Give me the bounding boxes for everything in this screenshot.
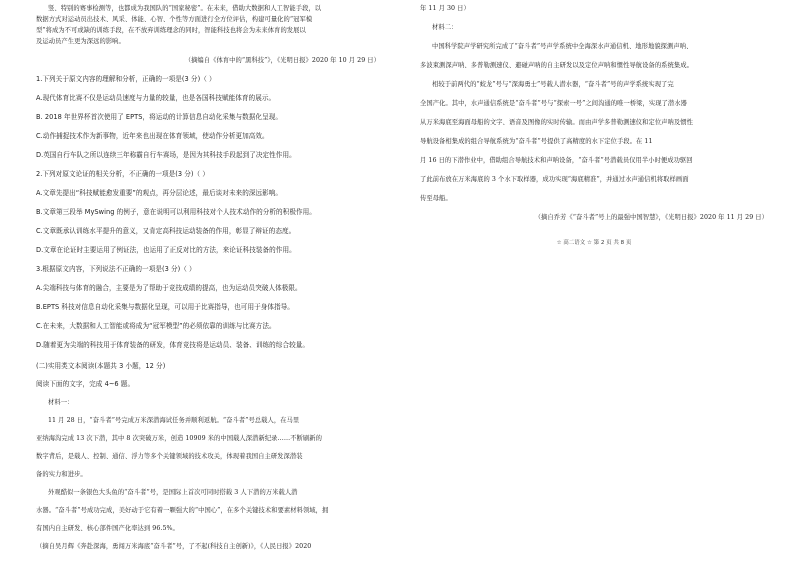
q1-option-d: D.英国自行车队之所以连续三年称霸自行车赛场，是因为其科技手段起到了决定性作用。 xyxy=(36,151,296,159)
q2-option-b: B.文章第三段举 MySwing 的例子，意在说明可以利用科技对个人技术动作的分析的积极作用。 xyxy=(36,208,316,216)
intro-line: 数据方式对运动员出技术、风采、体能、心智、个性等方面进行全方位评估，构建可量化的“冠军模 xyxy=(36,16,313,23)
q3-option-c: C.在未来，大数据和人工智能或将成为“冠军模型”的必须依靠的训练与比赛方法。 xyxy=(36,322,276,330)
question-1: 1.下列关于原文内容的理解和分析，正确的一项是(3 分)（ ） xyxy=(36,75,216,83)
material-2-line: 了此前布放在万米海底的 3 个水下取样器，成功实现“海底精准”，并通过水声通信机将取样画面 xyxy=(420,176,689,183)
material-1-line: 亚纳海沟完成 13 次下潜，其中 8 次突破万米，创造 10909 米的中国载人深潜新纪录……不断刷新的 xyxy=(36,435,322,442)
material-1-line: 备的实力和进步。 xyxy=(36,471,87,478)
material-2-line: 多波束测深声呐、多普勒测速仪、避碰声呐的自主研发以及定位声呐和惯性导航设备的系统集成。 xyxy=(420,62,693,69)
source-citation: （摘自吴月辉《奔赴深海，勇闯万米海底“奋斗者”号，了不起(科技自主创新)》，《人民日报》2020 xyxy=(36,543,312,550)
material-2-line: 全国产化。其中，水声通信系统是“奋斗者”号与“探索一号”之间沟通的唯一桥梁，实现了潜水器 xyxy=(420,100,687,107)
material-2-line: 月 16 日的下潜作业中，借助组合导航技术和声呐设备，“奋斗者”号潜载员仅用半小时便成功驱回 xyxy=(420,157,693,164)
material-1-line: 11 月 28 日，“奋斗者”号完成万米深潜海试任务并顺利返航。“奋斗者”号总载人，在马里 xyxy=(48,417,300,424)
q3-option-b: B.EPTS 科技对信息自动化采集与数据化呈现，可以用于比赛指导，也可用于身体指导。 xyxy=(36,303,294,311)
source-citation: （摘编自《体育中的“黑科技”》，《光明日报》2020 年 10 月 29 日） xyxy=(184,57,380,64)
instruction: 阅读下面的文字，完成 4~6 题。 xyxy=(36,380,135,388)
material-2-line: 中国科学院声学研究所完成了“奋斗者”号声学系统中全海深水声通信机、地形地貌探测声呐、 xyxy=(432,43,693,50)
material-2-line: 从万米海底至海面母船的文字、语音及图像的实时传输。而由声学多普勒测速仪和定位声呐及惯性 xyxy=(420,119,693,126)
material-2-line: 相较于前两代的“蛟龙”号与“深海勇士”号载人潜水器，“奋斗者”号的声学系统实现了完 xyxy=(432,81,674,88)
question-2: 2.下列对原文论证的相关分析，不正确的一项是(3 分)（ ） xyxy=(36,170,209,178)
source-citation: （摘自乔芳《“奋斗者”号上的最强中国智慧》，《光明日报》2020 年 11 月 29 日） xyxy=(534,214,768,221)
material-1-line: 数字背后，是载人、控制、通信、浮力等多个关键领域的技术攻关，体现着我国自主研发深潜装 xyxy=(36,453,303,460)
question-3: 3.根据原文内容，下列说法不正确的一项是(3 分)（ ） xyxy=(36,265,196,273)
material-2-label: 材料二： xyxy=(432,24,458,31)
q3-option-a: A.尖端科技与体育的融合，主要是为了帮助于竞技成绩的提高，也为运动员突破人体极限。 xyxy=(36,284,302,292)
q2-option-c: C.文章既承认训练水平提升的意义，又肯定高科技运动装备的作用，彰显了辩证的态度。 xyxy=(36,227,296,235)
q3-option-d: D.随着更为尖端的科技用于体育装备的研发，体育竞技将是运动员、装备、训练的综合较量。 xyxy=(36,341,310,349)
material-1b-line: 水器。“奋斗者”号成功完成，美好动于它有着一颗强大的“中国心”，在多个关键技术和要素材料领域，拥 xyxy=(36,507,329,514)
q2-option-a: A.文章先提出“科技赋能愈发重要”的观点，再分层论述，最后谈对未来的深远影响。 xyxy=(36,189,283,197)
q2-option-d: D.文章在论证时主要运用了例证法，也运用了正反对比的方法，来论证科技装备的作用。 xyxy=(36,246,296,254)
q1-option-a: A.现代体育比赛不仅是运动员速度与力量的较量，也是各国科技赋能体育的展示。 xyxy=(36,94,276,102)
q1-option-c: C.动作捕捉技术作为新事物，近年来也出现在体育领域，使动作分析更加高效。 xyxy=(36,132,269,140)
material-1b-line: 有国内自主研发、核心部件国产化率达到 96.5%。 xyxy=(36,525,179,532)
material-2-line: 导航设备相集成的组合导航系统为“奋斗者”号提供了高精度的水下定位手段。在 11 xyxy=(420,138,653,145)
page-footer: ☆ 高二语文 ☆ 第 2 页 共 8 页 xyxy=(556,240,632,246)
intro-line: 及运动员产生更为深远的影响。 xyxy=(36,38,125,45)
intro-line: 竖、特别的赛事检测等，也都成为我国队的“国家秘密”。在未来，借助大数据和人工智能手段，以 xyxy=(48,5,322,12)
material-2-line: 传至母船。 xyxy=(420,195,452,202)
material-1-label: 材料一： xyxy=(48,399,74,406)
date-continuation: 年 11 月 30 日） xyxy=(420,5,470,12)
section-heading: (二)实用类文本阅读(本题共 3 小题，12 分) xyxy=(36,362,166,370)
material-1b-line: 外观酷似一条银色大头鱼的“奋斗者”号，是国际上首次可同时搭载 3 人下潜的万米载人潜 xyxy=(48,489,298,496)
q1-option-b: B. 2018 年世界杯首次使用了 EPTS，将运动的计算信息自动化采集与数据化呈现。 xyxy=(36,113,283,121)
intro-line: 型”将成为不可或缺的训练手段，在不放弃训练理念的同时，智能科技也将会为未来体育的发展以 xyxy=(36,27,306,34)
